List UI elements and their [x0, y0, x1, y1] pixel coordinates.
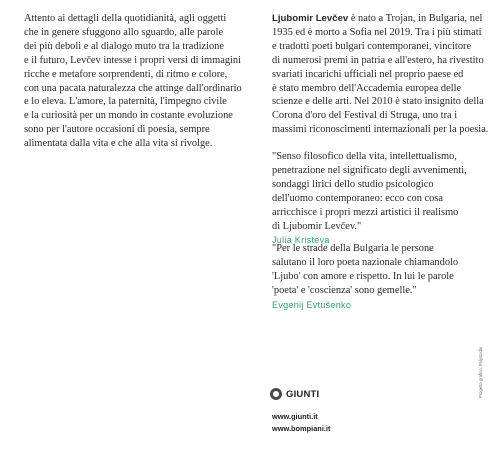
quote-line: di Ljubomir Levčev." — [272, 220, 362, 232]
review-quote-kristeva — [272, 150, 486, 248]
description-line: ricche e metafore sorprendenti, di ritmo e colore, — [24, 68, 228, 80]
description-line: Attento ai dettagli della quotidianità, agli oggetti — [24, 13, 227, 24]
quote-line: salutano il loro poeta nazionale chiamandolo — [272, 256, 459, 268]
biography-line: scienze e delle arti. Nel 2010 è stato insignito della — [272, 96, 484, 108]
author-biography — [272, 12, 489, 137]
biography-line: massimi riconoscimenti internazionali per la poesia. — [272, 124, 489, 136]
biography-line: svariati incarichi ufficiali nel proprio paese ed — [272, 68, 464, 80]
description-line: con una pacata naturalezza che attinge dall'ordinario — [24, 82, 242, 94]
quote-line: "Per le strade della Bulgaria le persone — [272, 243, 434, 254]
quote-line: arricchisce i propri mezzi artistici il realismo — [272, 206, 459, 218]
quote-line: "Senso filosofico della vita, intellettualismo, — [272, 151, 457, 162]
biography-first-line — [272, 12, 486, 26]
quote-line: 'Ljubo' con amore e rispetto. In lui le parole — [272, 270, 454, 282]
publisher-url-bompiani[interactable]: www.bompiani.it — [272, 424, 331, 433]
description-line: e lo eleva. L'amore, la paternità, l'impegno civile — [24, 96, 227, 108]
publisher-logo — [270, 388, 319, 400]
giunti-logo-icon — [270, 388, 282, 400]
biography-line: 1935 ed è morto a Sofia nel 2019. Tra i più stimati — [272, 26, 482, 38]
publisher-logo-text: GIUNTI — [286, 388, 320, 400]
review-quote-evtushenko — [272, 242, 486, 313]
biography-line: e tradotti poeti bulgari contemporanei, vincitore — [272, 40, 472, 52]
quote-attribution: Julia Kristeva — [272, 235, 330, 246]
publisher-url-giunti[interactable]: www.giunti.it — [272, 412, 318, 421]
quote-line: dell'uomo contemporaneo: ecco con cosa — [272, 192, 443, 204]
book-description — [24, 12, 256, 151]
description-line: che in genere sfuggono allo sguardo, alle parole — [24, 26, 224, 38]
biography-first-line-text: è nato a Trojan, in Bulgaria, nel — [348, 13, 483, 24]
quote-line: sondaggi lirici dello studio psicologico — [272, 178, 434, 190]
description-line: alimentata dalla vita e che alla vita si rivolge. — [24, 138, 213, 150]
quote-line: penetrazione nel significato degli avvenimenti, — [272, 164, 467, 176]
biography-line: Corona d'oro del Festival di Struga, uno tra i — [272, 110, 458, 122]
quote-attribution: Evgenij Evtušenko — [272, 299, 352, 310]
description-line: sono per l'autore occasioni di poesia, sempre — [24, 124, 210, 136]
quote-line: 'poeta' e 'coscienza' sono gemelle." — [272, 284, 417, 296]
description-line: dei più deboli e al dialogo muto tra la tradizione — [24, 40, 224, 52]
biography-line: è stato membro dell'Accademia europea delle — [272, 82, 462, 94]
biography-line: di numerosi premi in patria e all'estero, ha rivestito — [272, 54, 484, 66]
design-credit: Progetto grafico: Polystudio — [478, 346, 483, 398]
description-line: e la curiosità per un mondo in costante evoluzione — [24, 110, 233, 122]
author-name: Ljubomir Levčev — [272, 13, 349, 24]
description-line: e il futuro, Levčev intesse i propri versi di immagini — [24, 54, 241, 66]
